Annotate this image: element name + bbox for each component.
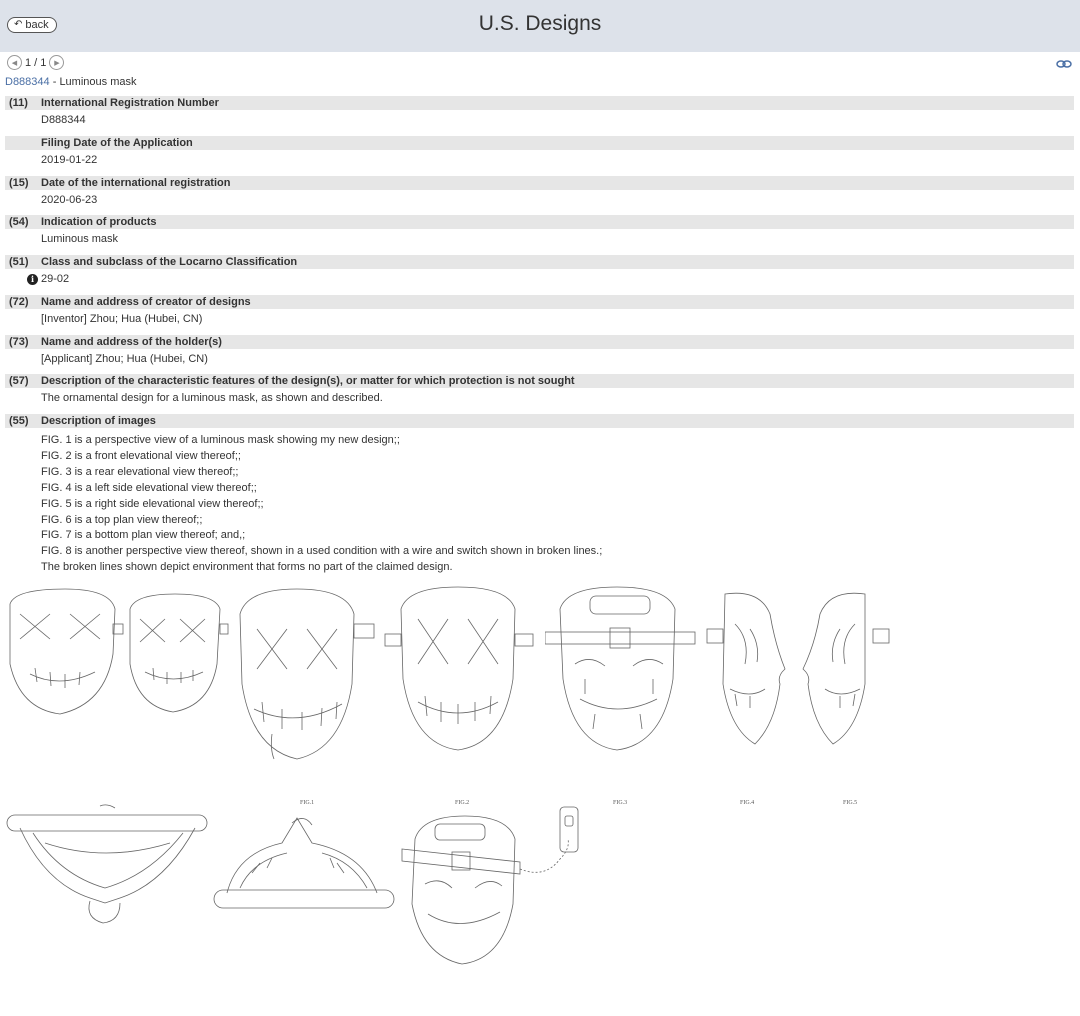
- field-value: [Inventor] Zhou; Hua (Hubei, CN): [41, 312, 203, 325]
- fig6-drawing: [5, 803, 210, 928]
- field-header: [5, 136, 1074, 150]
- image-description-line: FIG. 2 is a front elevational view thereof;;: [41, 449, 241, 462]
- field-header: [5, 335, 1074, 349]
- field-header: [5, 215, 1074, 229]
- record-separator: -: [49, 76, 60, 88]
- field-label: Description of images: [41, 415, 156, 427]
- image-descriptions: [41, 433, 602, 576]
- record-name: Luminous mask: [59, 76, 137, 88]
- field-header: [5, 295, 1074, 309]
- field-label: Name and address of creator of designs: [41, 295, 251, 308]
- field-row: [5, 295, 1074, 335]
- field-code: (51): [9, 256, 29, 268]
- field-label: Name and address of the holder(s): [41, 335, 222, 348]
- image-description-line: FIG. 8 is another perspective view thereof, shown in a used condition with a wire and switch shown in broken lines.;: [41, 545, 603, 558]
- field-code: (73): [9, 335, 29, 348]
- figure-label: FIG.2: [455, 800, 470, 806]
- field-code: (15): [9, 176, 29, 189]
- field-label: Date of the international registration: [41, 176, 231, 189]
- field-label: Description of the characteristic features of the design(s), or matter for which protection is not sought: [41, 375, 575, 388]
- pager-text: 1 / 1: [25, 56, 47, 69]
- field-code: (57): [9, 375, 29, 388]
- fig5-drawing: [705, 584, 895, 754]
- field-value: 2020-06-23: [41, 193, 98, 206]
- field-row: [5, 255, 1074, 295]
- previous-page-button[interactable]: ◀: [7, 55, 22, 70]
- field-row: [5, 414, 1074, 434]
- info-icon[interactable]: i: [27, 274, 38, 285]
- field-label: Filing Date of the Application: [41, 136, 193, 149]
- field-header: [5, 255, 1074, 269]
- record-number-link[interactable]: D888344: [5, 76, 50, 88]
- back-label: back: [25, 19, 49, 31]
- fig4-drawing: [545, 584, 700, 754]
- field-header: [5, 176, 1074, 190]
- image-description-line: FIG. 1 is a perspective view of a luminous mask showing my new design;;: [41, 434, 400, 446]
- fig7-drawing: [212, 803, 397, 918]
- fig2-drawing: [232, 584, 377, 764]
- field-code: (54): [9, 216, 29, 229]
- pager: [7, 55, 64, 70]
- field-row: [5, 176, 1074, 216]
- field-code: (11): [9, 97, 28, 109]
- field-code: (55): [9, 415, 29, 427]
- page-title: U.S. Designs: [478, 12, 602, 35]
- figure-label: FIG.4: [740, 800, 755, 806]
- figure-label: FIG.1: [300, 800, 315, 806]
- fig3-drawing: [383, 584, 538, 754]
- field-value: D888344: [41, 114, 86, 126]
- fig8-drawing: [400, 804, 585, 966]
- field-header: [5, 96, 1074, 110]
- reply-arrow-icon: ↶: [14, 19, 23, 30]
- field-value: 29-02: [41, 273, 70, 285]
- design-drawings: [0, 578, 1080, 978]
- field-value: [Applicant] Zhou; Hua (Hubei, CN): [41, 352, 208, 365]
- field-row: [5, 335, 1074, 375]
- fig1-drawing: [5, 584, 230, 719]
- field-value: Luminous mask: [41, 233, 119, 246]
- next-page-button[interactable]: ▶: [49, 55, 64, 70]
- image-description-line: FIG. 3 is a rear elevational view thereof;;: [41, 465, 239, 478]
- field-header: [5, 414, 1074, 428]
- field-header: [5, 374, 1074, 388]
- image-description-line: FIG. 4 is a left side elevational view thereof;;: [41, 481, 257, 494]
- field-label: International Registration Number: [41, 97, 219, 109]
- field-row: [5, 215, 1074, 255]
- link-icon[interactable]: [1056, 59, 1072, 69]
- figure-label: FIG.5: [843, 800, 858, 806]
- image-description-line: The broken lines shown depict environment that forms no part of the claimed design.: [41, 561, 453, 574]
- field-label: Class and subclass of the Locarno Classification: [41, 256, 298, 268]
- image-description-line: FIG. 6 is a top plan view thereof;;: [41, 513, 203, 526]
- field-row: [5, 374, 1074, 414]
- image-description-line: FIG. 5 is a right side elevational view thereof;;: [41, 497, 264, 510]
- field-code: (72): [9, 295, 29, 308]
- top-bar: [0, 0, 1080, 52]
- field-row: [5, 136, 1074, 176]
- field-value: The ornamental design for a luminous mask, as shown and described.: [41, 392, 383, 405]
- field-value: 2019-01-22: [41, 153, 98, 166]
- figure-label: FIG.3: [613, 800, 628, 806]
- bibliographic-fields: [5, 96, 1074, 434]
- record-title: [5, 76, 136, 88]
- field-row: [5, 96, 1074, 136]
- image-description-line: FIG. 7 is a bottom plan view thereof; and,;: [41, 529, 246, 542]
- field-label: Indication of products: [41, 216, 157, 229]
